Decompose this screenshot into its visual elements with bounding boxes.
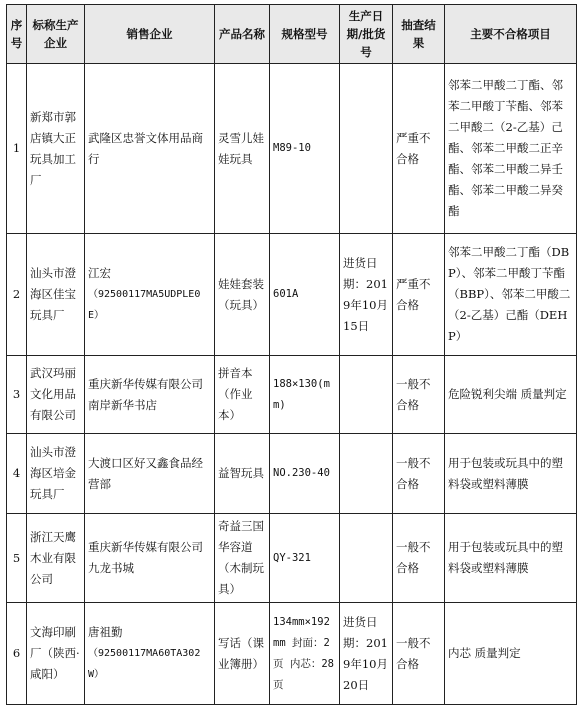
cell-date: [340, 356, 393, 434]
cell-seller: [85, 514, 215, 603]
cell-date: 进货日期：2019年10月20日: [340, 603, 393, 705]
table-row: [7, 603, 577, 705]
cell-items: 内芯 质量判定: [445, 603, 577, 705]
table-row: [7, 234, 577, 356]
cell-manufacturer: 新郑市郭店镇大正玩具加工厂: [27, 64, 85, 234]
table-row: [7, 514, 577, 603]
cell-seller: [85, 603, 215, 705]
cell-items: 用于包装或玩具中的塑料袋或塑料薄膜: [445, 434, 577, 514]
seller-code: （92500117MA5UDPLE0E）: [88, 289, 201, 321]
cell-result: 一般不合格: [393, 603, 445, 705]
cell-items: 危险锐利尖端 质量判定: [445, 356, 577, 434]
cell-date: [340, 434, 393, 514]
cell-no: 2: [7, 234, 27, 356]
cell-manufacturer: 武汉玛丽文化用品有限公司: [27, 356, 85, 434]
cell-items: 邻苯二甲酸二丁酯、邻苯二甲酸丁苄酯、邻苯二甲酸二（2-乙基）己酯、邻苯二甲酸二正辛酯、邻苯二甲酸二异壬酯、邻苯二甲酸二异癸酯: [445, 64, 577, 234]
cell-date: [340, 64, 393, 234]
cell-product: 益智玩具: [215, 434, 270, 514]
header-seller: 销售企业: [85, 5, 215, 64]
seller-name: 重庆新华传媒有限公司南岸新华书店: [88, 376, 203, 412]
cell-no: 4: [7, 434, 27, 514]
cell-seller: [85, 356, 215, 434]
cell-items: 用于包装或玩具中的塑料袋或塑料薄膜: [445, 514, 577, 603]
cell-seller: [85, 434, 215, 514]
cell-product: 奇益三国华容道（木制玩具）: [215, 514, 270, 603]
cell-product: 灵雪儿娃娃玩具: [215, 64, 270, 234]
header-manufacturer: 标称生产企业: [27, 5, 85, 64]
cell-manufacturer: 汕头市澄海区培金玩具厂: [27, 434, 85, 514]
cell-result: 一般不合格: [393, 514, 445, 603]
seller-name: 武隆区忠誉文体用品商行: [88, 130, 203, 166]
cell-result: 严重不合格: [393, 234, 445, 356]
cell-spec: NO.230-40: [270, 434, 340, 514]
cell-items: 邻苯二甲酸二丁酯（DBP）、邻苯二甲酸丁苄酯（BBP）、邻苯二甲酸二（2-乙基）己酯（DEHP）: [445, 234, 577, 356]
table-row: [7, 64, 577, 234]
cell-no: 3: [7, 356, 27, 434]
inspection-table-container: [6, 4, 576, 692]
seller-code: （92500117MA60TA302W）: [88, 648, 201, 680]
header-row: [7, 5, 577, 64]
cell-result: 一般不合格: [393, 356, 445, 434]
cell-seller: [85, 64, 215, 234]
cell-manufacturer: 汕头市澄海区佳宝玩具厂: [27, 234, 85, 356]
cell-result: 严重不合格: [393, 64, 445, 234]
cell-product: 写话（课业簿册）: [215, 603, 270, 705]
table-row: [7, 434, 577, 514]
cell-date: 进货日期：2019年10月15日: [340, 234, 393, 356]
cell-spec: M89-10: [270, 64, 340, 234]
cell-spec: 134mm×192mm 封面：2页 内芯：28页: [270, 603, 340, 705]
seller-name: 重庆新华传媒有限公司九龙书城: [88, 540, 203, 575]
inspection-table: [6, 4, 577, 705]
table-row: [7, 356, 577, 434]
cell-no: 6: [7, 603, 27, 705]
cell-manufacturer: 文海印刷厂（陕西·咸阳）: [27, 603, 85, 705]
cell-seller: [85, 234, 215, 356]
cell-date: [340, 514, 393, 603]
seller-name: 大渡口区好又鑫食品经营部: [88, 455, 203, 491]
header-no: 序号: [7, 5, 27, 64]
cell-result: 一般不合格: [393, 434, 445, 514]
cell-manufacturer: 浙江天鹰木业有限公司: [27, 514, 85, 603]
header-date: 生产日期/批货号: [340, 5, 393, 64]
header-product: 产品名称: [215, 5, 270, 64]
header-items: 主要不合格项目: [445, 5, 577, 64]
cell-product: 娃娃套装（玩具）: [215, 234, 270, 356]
cell-no: 5: [7, 514, 27, 603]
cell-spec: 601A: [270, 234, 340, 356]
cell-no: 1: [7, 64, 27, 234]
header-spec: 规格型号: [270, 5, 340, 64]
cell-spec: QY-321: [270, 514, 340, 603]
seller-name: 唐祖勤: [88, 625, 123, 639]
seller-name: 江宏: [88, 266, 111, 280]
cell-product: 拼音本（作业本）: [215, 356, 270, 434]
header-result: 抽查结果: [393, 5, 445, 64]
cell-spec: 188×130(mm): [270, 356, 340, 434]
